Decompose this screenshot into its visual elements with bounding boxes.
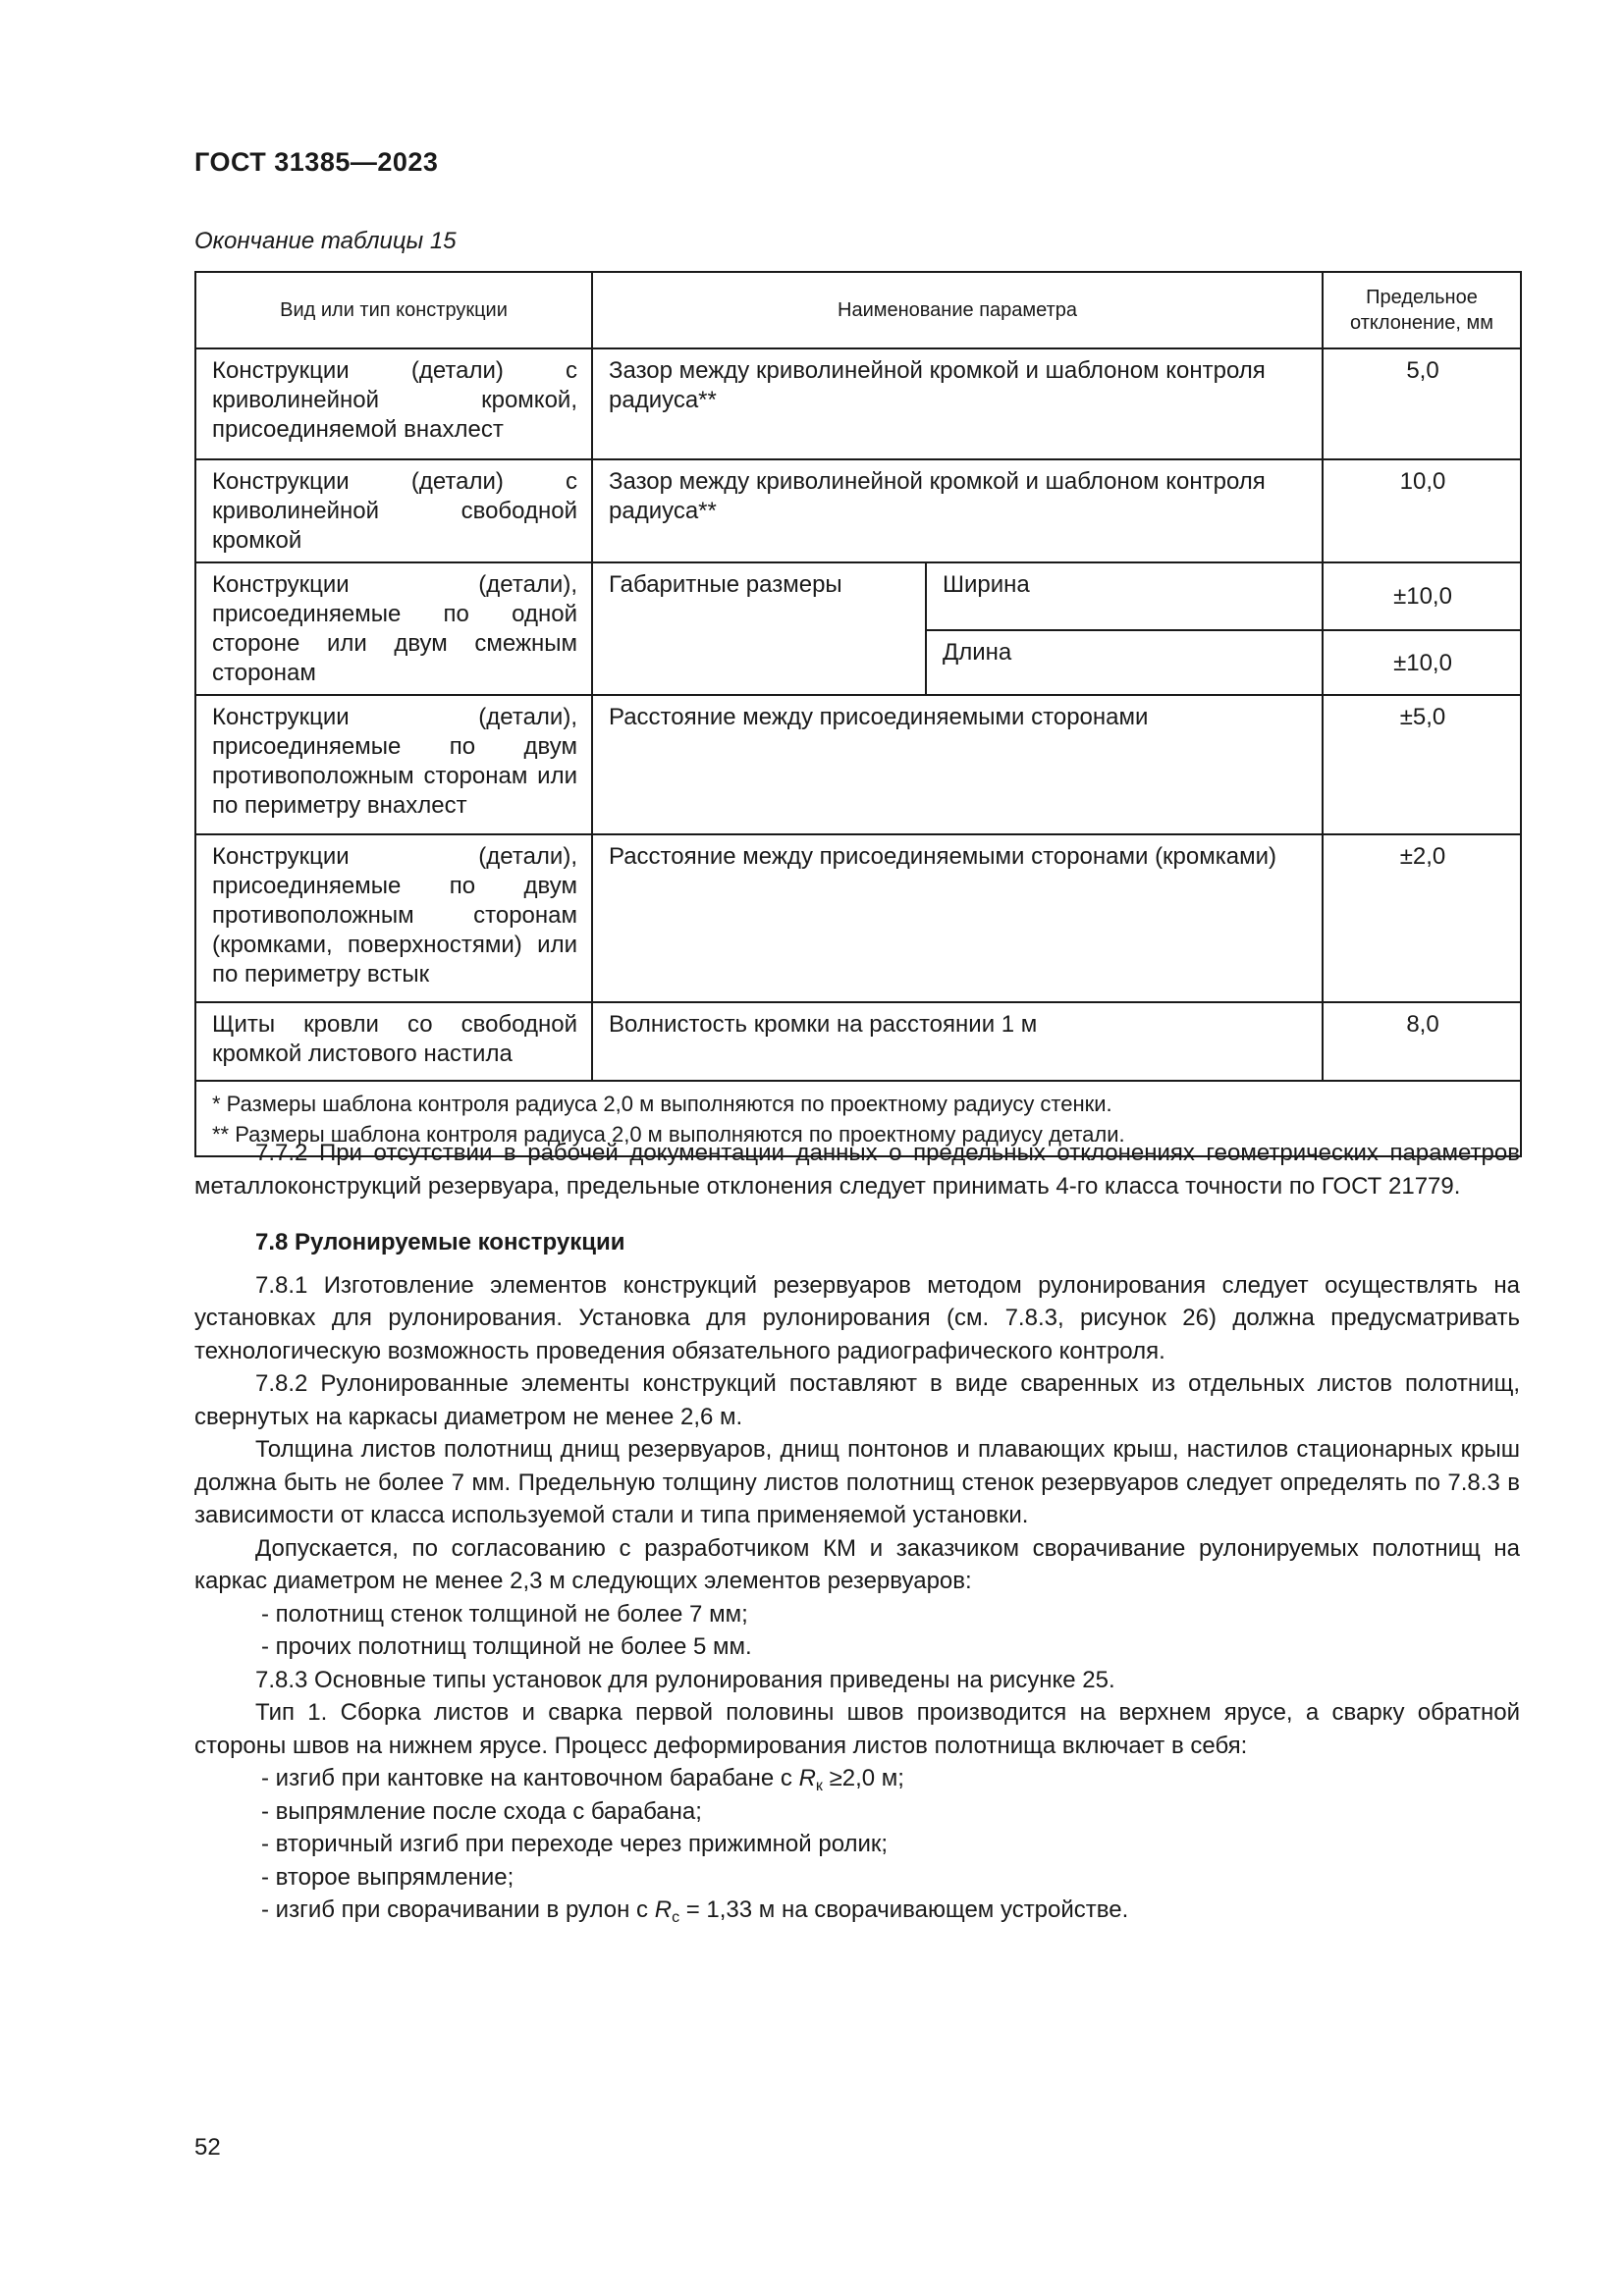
radius-subscript: с [672, 1909, 680, 1926]
column-header: Наименование параметра [592, 272, 1323, 348]
table-note: * Размеры шаблона контроля радиуса 2,0 м выполняются по проектному радиусу стенки. [212, 1092, 1112, 1116]
table-caption: Окончание таблицы 15 [194, 228, 457, 254]
list-item [194, 1762, 1520, 1795]
parameter-cell: Волнистость кромки на расстоянии 1 м [592, 1002, 1323, 1081]
body-text [194, 1137, 1520, 1927]
radius-symbol: R [798, 1765, 816, 1791]
deviation-cell: ±10,0 [1323, 630, 1521, 695]
deviation-cell: 5,0 [1323, 348, 1521, 459]
paragraph-7-7-2: 7.7.2 При отсутствии в рабочей документации данных о предельных отклонениях геометрических параметров металлоконструкций резервуара, предельные отклонения следует принимать 4-го класса точности по ГОСТ 21779. [194, 1140, 1520, 1200]
parameter-cell: Расстояние между присоединяемыми сторонами (кромками) [592, 834, 1323, 1002]
list-item: - прочих полотнищ толщиной не более 5 мм. [261, 1633, 752, 1660]
sub-parameter-cell: Длина [926, 630, 1323, 695]
parameter-cell: Расстояние между присоединяемыми сторонами [592, 695, 1323, 834]
table-row [195, 459, 1521, 562]
list-item: - вторичный изгиб при переходе через прижимной ролик; [261, 1831, 889, 1857]
standard-header: ГОСТ 31385—2023 [194, 147, 439, 177]
list-item [194, 1894, 1520, 1927]
deviation-cell: ±5,0 [1323, 695, 1521, 834]
table-row [195, 695, 1521, 834]
list-item: - выпрямление после схода с барабана; [261, 1797, 702, 1825]
paragraph-7-8-1: 7.8.1 Изготовление элементов конструкций резервуаров методом рулонирования следует осуществлять на установках для рулонирования. Установка для рулонирования (см. 7.8.3, рисунок 26) должна предусматривать технологическую возможность проведения обязательного радиографического контроля. [194, 1271, 1520, 1364]
paragraph-thickness: Толщина листов полотнищ днищ резервуаров, днищ понтонов и плавающих крыш, настилов стационарных крыш должна быть не более 7 мм. Предельную толщину листов полотнищ стенок резервуаров следует определять по 7.8.3 в зависимости от класса используемой стали и типа применяемой установки. [194, 1436, 1520, 1528]
paragraph-7-8-2: 7.8.2 Рулонированные элементы конструкций поставляют в виде сваренных из отдельных листов полотнищ, свернутых на каркасы диаметром не менее 2,6 м. [194, 1370, 1520, 1430]
paragraph-7-8-3: 7.8.3 Основные типы установок для рулонирования приведены на рисунке 25. [255, 1666, 1115, 1693]
construction-type-cell: Конструкции (детали) с криволинейной свободной кромкой [195, 459, 592, 562]
construction-type-cell: Конструкции (детали), присоединяемые по одной стороне или двум смежным сторонам [195, 562, 592, 695]
parameter-cell: Габаритные размеры [592, 562, 926, 695]
list-item-text: - изгиб при сворачивании в рулон с [261, 1896, 655, 1923]
list-item-text: - изгиб при кантовке на кантовочном барабане с [261, 1765, 799, 1791]
deviation-cell: 10,0 [1323, 459, 1521, 562]
parameter-cell: Зазор между криволинейной кромкой и шаблоном контроля радиуса** [592, 459, 1323, 562]
sub-parameter-cell: Ширина [926, 562, 1323, 630]
table-row [195, 348, 1521, 459]
table-row [195, 1002, 1521, 1081]
paragraph-type-1: Тип 1. Сборка листов и сварка первой половины швов производится на верхнем ярусе, а сварку обратной стороны швов на нижнем ярусе. Процесс деформирования листов полотнища включает в себя: [194, 1699, 1520, 1759]
list-item-text: = 1,33 м на сворачивающем устройстве. [679, 1896, 1129, 1923]
table-note: ** Размеры шаблона контроля радиуса 2,0 м выполняются по проектному радиусу детали. [212, 1122, 1125, 1147]
construction-type-cell: Щиты кровли со свободной кромкой листового настила [195, 1002, 592, 1081]
radius-symbol: R [654, 1896, 673, 1923]
column-header: Предельное отклонение, мм [1323, 272, 1521, 348]
paragraph-allowance: Допускается, по согласованию с разработчиком КМ и заказчиком сворачивание рулонируемых полотнищ на каркас диаметром не менее 2,3 м следующих элементов резервуаров: [194, 1534, 1520, 1594]
tolerance-table [194, 271, 1522, 1157]
parameter-cell: Зазор между криволинейной кромкой и шаблоном контроля радиуса** [592, 348, 1323, 459]
page-number: 52 [194, 2134, 221, 2161]
list-item: - второе выпрямление; [261, 1863, 514, 1891]
list-item-text: ≥2,0 м; [822, 1765, 904, 1791]
construction-type-cell: Конструкции (детали) с криволинейной кромкой, присоединяемой внахлест [195, 348, 592, 459]
radius-subscript: к [815, 1778, 823, 1794]
deviation-cell: 8,0 [1323, 1002, 1521, 1081]
table-row [195, 834, 1521, 1002]
column-header: Вид или тип конструкции [195, 272, 592, 348]
table-row [195, 562, 1521, 630]
construction-type-cell: Конструкции (детали), присоединяемые по двум противоположным сторонам (кромками, поверхностями) или по периметру встык [195, 834, 592, 1002]
deviation-cell: ±10,0 [1323, 562, 1521, 630]
deviation-cell: ±2,0 [1323, 834, 1521, 1002]
construction-type-cell: Конструкции (детали), присоединяемые по двум противоположным сторонам или по периметру внахлест [195, 695, 592, 834]
section-heading-7-8: 7.8 Рулонируемые конструкции [255, 1229, 625, 1255]
list-item: - полотнищ стенок толщиной не более 7 мм; [261, 1600, 748, 1628]
table-header-row [195, 272, 1521, 348]
